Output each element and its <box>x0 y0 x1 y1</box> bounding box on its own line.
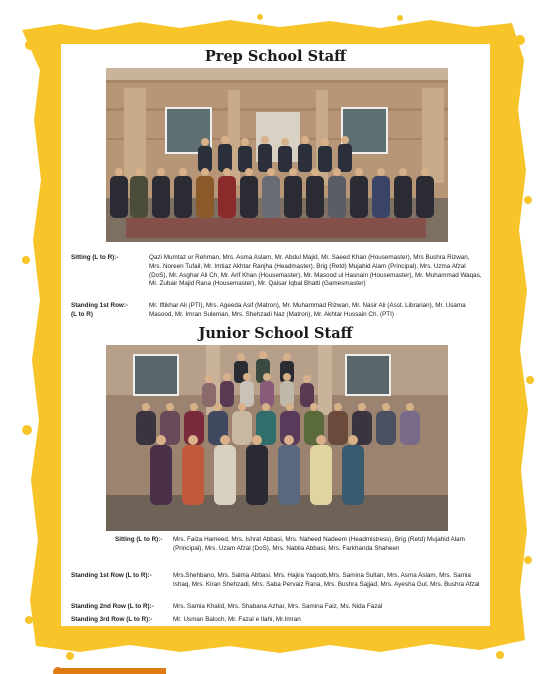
junior-staff-photo <box>106 345 448 531</box>
prep-staff-photo <box>106 68 448 242</box>
junior-standing1-label: Standing 1st Row (L to R):- <box>71 572 152 579</box>
prep-standing-label-2: (L to R) <box>71 311 93 318</box>
prep-standing-names: Mr. Iftikhar Ali (PTI), Mrs. Ageeda Asif (Matron), Mr. Muhammad Rizwan, Mr. Nasir Ali (Asst. Librarian), Mr. Usama Masood, Mr. Imran Suleman, Mrs. Shehzadi Naz (Matron), Mr. Akhtar Hussain Ch. (PTI) <box>149 302 466 318</box>
prep-staff-title: Prep School Staff <box>204 48 347 65</box>
prep-standing-label: Standing 1st Row:- <box>71 302 129 309</box>
prep-sitting-caption <box>71 254 483 300</box>
junior-staff-title: Junior School Staff <box>198 325 353 342</box>
junior-standing3-names: Mr. Usman Baloch, Mr. Fazal e Ilahi, Mr.Imran <box>173 616 301 623</box>
orange-page-tab <box>52 666 172 674</box>
content-panel <box>61 44 490 626</box>
junior-standing1-names: Mrs.Shehbano, Mrs. Salma Abbasi. Mrs. Hajira Yaqoob,Mrs. Samina Sultan, Mrs. Asma Aslam, Mrs. Samia Ishaq, Mrs. Kiran Shehzadi, Mrs. Saba Pervaiz Rana, Mrs. Bushra Sajjad, Mrs. Ayesha Gul, Mrs. Bushra Afzal <box>173 572 480 588</box>
junior-sitting-caption <box>71 536 483 564</box>
prep-standing-caption <box>71 302 483 322</box>
junior-standing2-label: Standing 2nd Row (L to R):- <box>71 603 154 610</box>
junior-standing1-caption <box>71 572 483 600</box>
junior-standing2-caption <box>71 603 483 613</box>
junior-sitting-label: Sitting (L to R):- <box>115 536 163 543</box>
junior-sitting-names: Mrs. Faiza Hameed, Mrs. Ishrat Abbasi, Mrs. Naheed Nadeem (Headmistress), Brig (Retd) Mujahid Alam (Principal), Mrs. Uzam Afzal (DoS), Mrs. Nabila Abbasi, Mrs. Farkhanda Shaheen <box>173 536 465 552</box>
junior-standing2-names: Mrs. Samia Khalid, Mrs. Shabana Azhar, Mrs. Samina Faiz, Ms. Nida Fazal <box>173 603 383 610</box>
prep-sitting-label: Sitting (L to R):- <box>71 254 119 261</box>
junior-standing3-label: Standing 3rd Row (L to R):- <box>71 616 153 623</box>
prep-sitting-names: Qazi Mumtaz ur Rehman, Mrs. Asma Aslam, Mr. Abdul Majid, Mr. Saeed Khan (Housemaster), Mrs Bushra Rizwan, Mrs. Noreen Tufail, Mr. Imtiaz Akhtar Ranjha (Headmaster), Brig (Retd) Mujahid Alam (Principal), Mrs. Uzma Afzal (DoS), Mr. Asghar Ali Ch, Mr. Arif Khan (Housemaster), Mr. Masood ul Hasnain (Housemaster), Mr. Muhammad Waqas, Mr. Zubair Majid Rana (Housemaster), Mr. Qaisar Iqbal Bhatti (Gamesmaster) <box>149 254 482 288</box>
junior-standing3-caption <box>71 616 483 626</box>
